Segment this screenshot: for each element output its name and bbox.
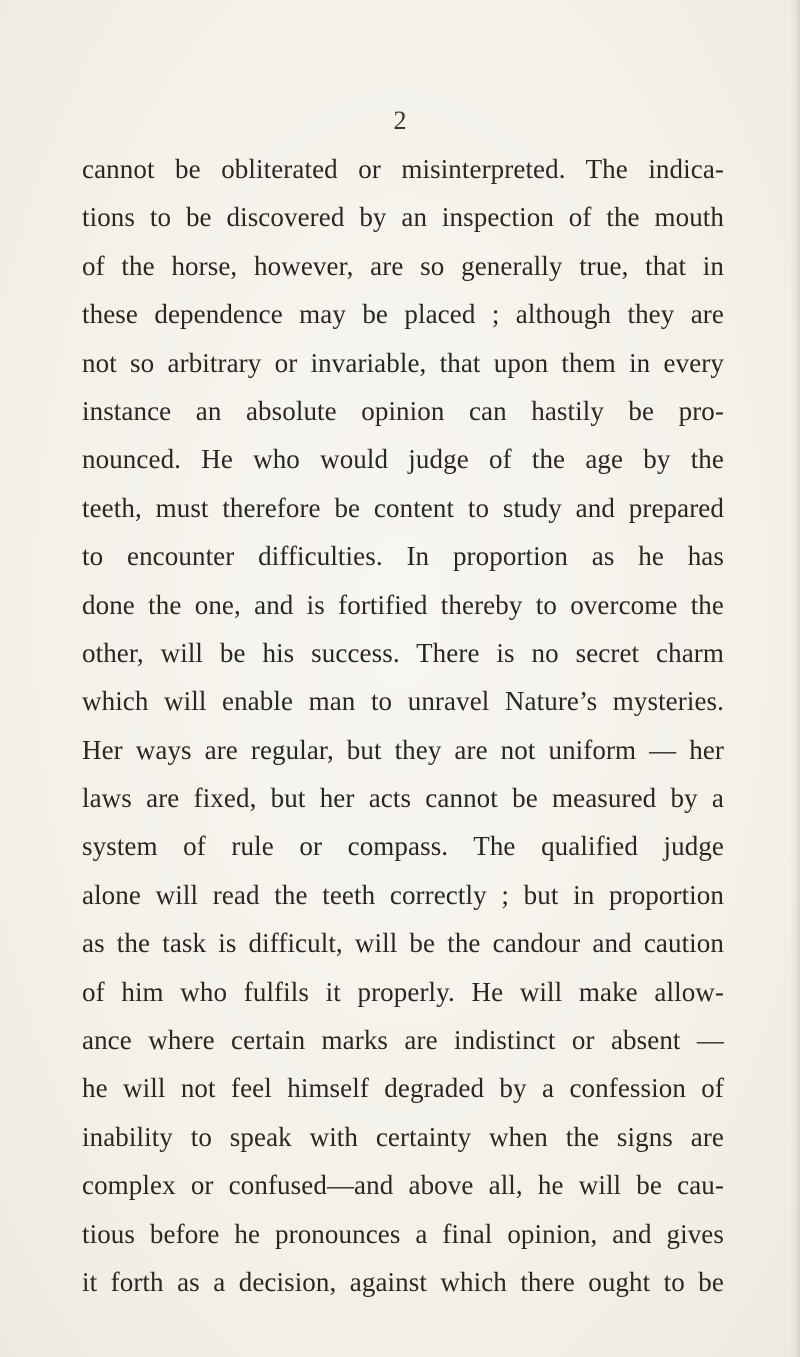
text-line: complex or confused—and above all, he will be cau- — [82, 1170, 724, 1201]
text-line: which will enable man to unravel Nature’s mysteries. — [82, 686, 724, 717]
text-line: teeth, must therefore be content to study and prepared — [82, 492, 724, 523]
text-line: of the horse, however, are so generally true, that in — [82, 250, 724, 281]
text-line: system of rule or compass. The qualified judge — [82, 831, 724, 862]
text-line: to encounter difficulties. In proportion as he has — [82, 541, 724, 572]
page-number: 2 — [393, 106, 407, 135]
text-line: tious before he pronounces a final opinion, and gives — [82, 1218, 724, 1249]
text-line: these dependence may be placed ; although they are — [82, 299, 724, 330]
page-edge-shadow — [790, 0, 800, 1357]
text-line: inability to speak with certainty when the signs are — [82, 1121, 724, 1152]
text-line: ance where certain marks are indistinct or absent — — [82, 1025, 724, 1056]
text-line: as the task is difficult, will be the candour and caution — [82, 928, 724, 959]
text-line: instance an absolute opinion can hastily be pro- — [82, 395, 724, 426]
text-line: he will not feel himself degraded by a confession of — [82, 1073, 724, 1104]
text-line: not so arbitrary or invariable, that upon them in every — [82, 347, 724, 378]
text-line: alone will read the teeth correctly ; but in proportion — [82, 879, 724, 910]
text-line: nounced. He who would judge of the age by the — [82, 444, 724, 475]
text-line: laws are fixed, but her acts cannot be measured by a — [82, 783, 724, 814]
text-line: other, will be his success. There is no secret charm — [82, 637, 724, 668]
text-line: Her ways are regular, but they are not uniform — her — [82, 734, 724, 765]
text-line: of him who fulfils it properly. He will make allow- — [82, 976, 724, 1007]
text-line: done the one, and is fortified thereby to overcome the — [82, 589, 724, 620]
text-line: it forth as a decision, against which there ought to be — [82, 1266, 724, 1297]
text-line: cannot be obliterated or misinterpreted. The indica- — [82, 154, 724, 184]
body-text — [82, 145, 724, 1306]
text-line: tions to be discovered by an inspection of the mouth — [82, 202, 724, 233]
